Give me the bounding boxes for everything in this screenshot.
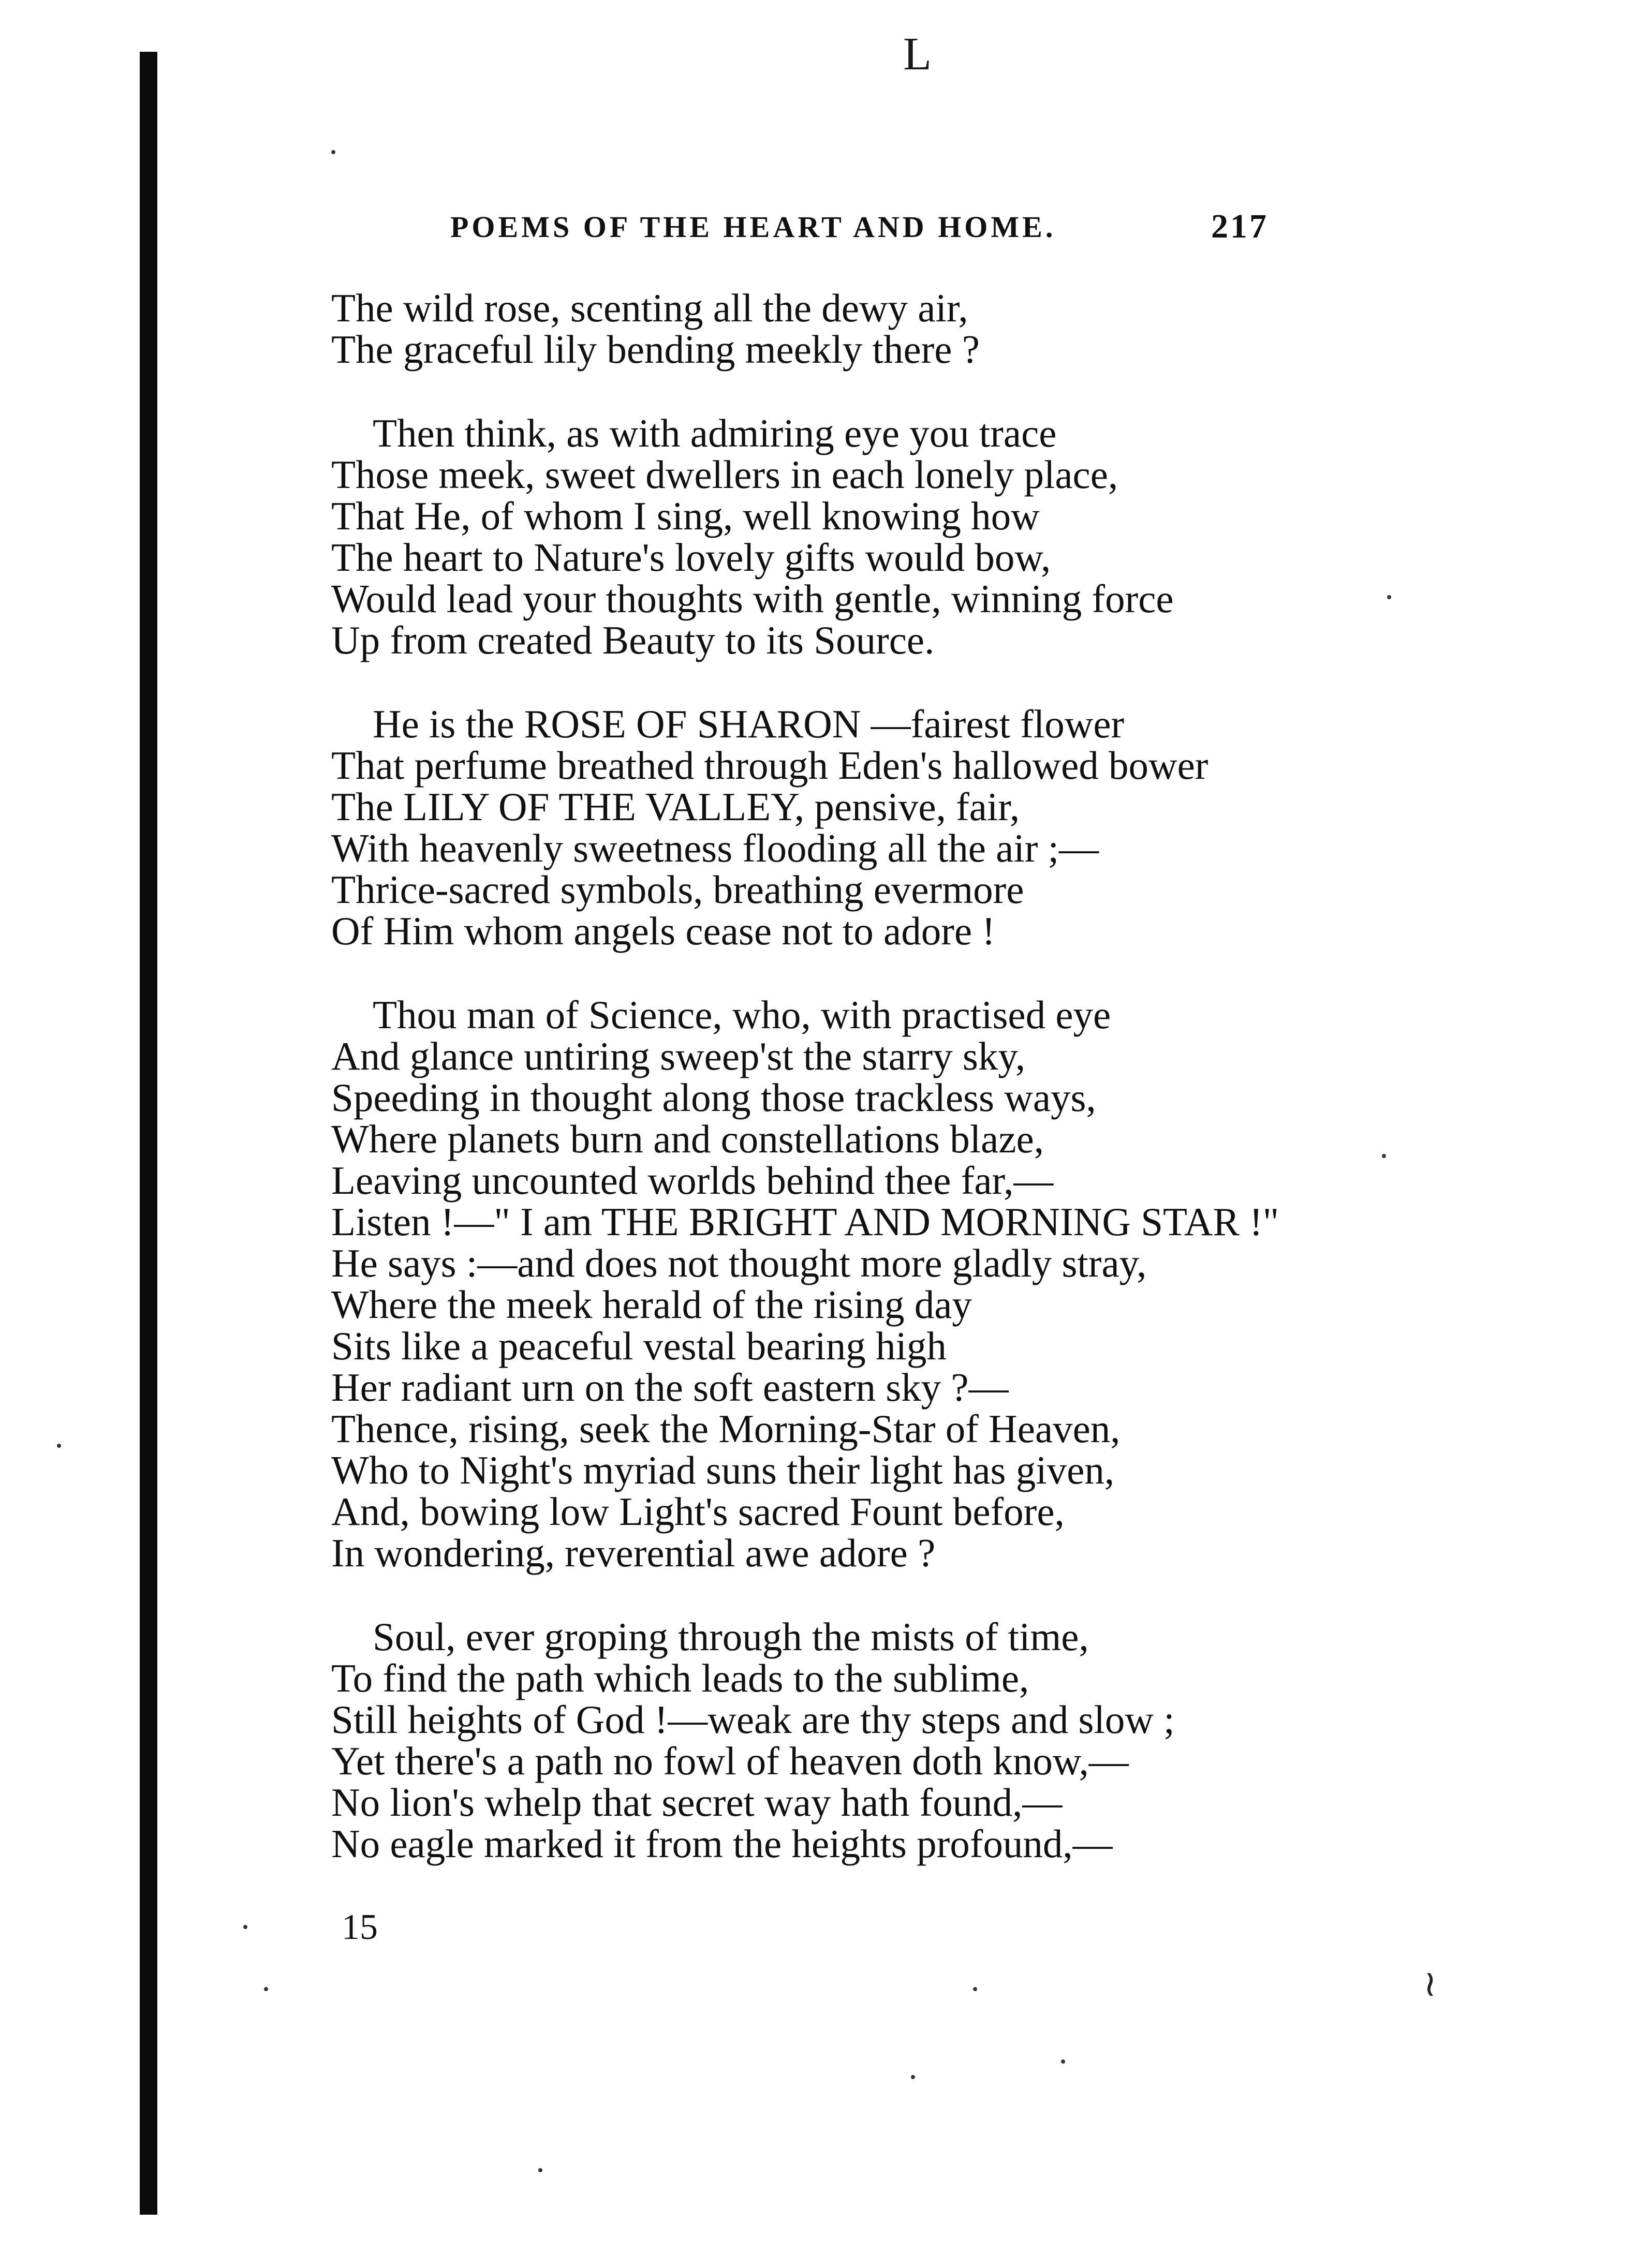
poem-line: He says :—and does not thought more gladly stray, xyxy=(331,1241,1147,1285)
scan-speck xyxy=(973,1987,977,1991)
poem-line: Listen !—" I am THE BRIGHT AND MORNING STAR !" xyxy=(331,1199,1279,1244)
poem-line: The heart to Nature's lovely gifts would bow, xyxy=(331,535,1051,580)
stanza xyxy=(331,287,1315,370)
binding-edge xyxy=(140,52,157,2215)
poem-line: Still heights of God !—weak are thy steps and slow ; xyxy=(331,1697,1175,1742)
poem-line: Of Him whom angels cease not to adore ! xyxy=(331,909,995,953)
poem-line: Who to Night's myriad suns their light has given, xyxy=(331,1448,1115,1492)
poem-line: Would lead your thoughts with gentle, winning force xyxy=(331,576,1174,621)
poem-line: The graceful lily bending meekly there ? xyxy=(331,327,980,372)
poem-line: The wild rose, scenting all the dewy air, xyxy=(331,286,968,330)
poem-line: Speeding in thought along those trackless ways, xyxy=(331,1075,1096,1120)
poem-line: Sits like a peaceful vestal bearing high xyxy=(331,1324,947,1368)
poem-line: Where planets burn and constellations blaze, xyxy=(331,1117,1044,1161)
scan-speck xyxy=(1061,2059,1065,2064)
poem-line: Leaving uncounted worlds behind thee far,— xyxy=(331,1158,1054,1203)
poem-line: He is the ROSE OF SHARON —fairest flower xyxy=(373,702,1125,746)
scan-speck xyxy=(1387,595,1391,599)
poem-line: Thrice-sacred symbols, breathing evermore xyxy=(331,867,1024,912)
poem-text xyxy=(331,287,1315,1907)
poem-line: No eagle marked it from the heights profound,— xyxy=(331,1821,1113,1866)
poem-line: Thou man of Science, who, with practised eye xyxy=(373,992,1111,1037)
poem-line: And glance untiring sweep'st the starry sky, xyxy=(331,1034,1026,1078)
poem-line: Thence, rising, seek the Morning-Star of Heaven, xyxy=(331,1406,1121,1451)
poem-line: Soul, ever groping through the mists of time, xyxy=(373,1614,1089,1659)
scan-speck xyxy=(264,1987,268,1991)
scan-speck xyxy=(538,2168,542,2172)
signature-mark: 15 xyxy=(342,1907,378,1947)
running-head: POEMS OF THE HEART AND HOME. xyxy=(450,210,1056,244)
poem-line: And, bowing low Light's sacred Fount before, xyxy=(331,1489,1065,1534)
header-mark: L xyxy=(903,28,932,80)
poem-line: Up from created Beauty to its Source. xyxy=(331,618,935,662)
poem-line: The LILY OF THE VALLEY, pensive, fair, xyxy=(331,784,1020,829)
scan-speck xyxy=(243,1925,247,1929)
stanza xyxy=(331,412,1315,661)
scan-speck xyxy=(57,1444,61,1448)
stray-mark: ≀ xyxy=(1423,1964,1437,2004)
poem-line: No lion's whelp that secret way hath found,— xyxy=(331,1780,1063,1825)
poem-line: That perfume breathed through Eden's hallowed bower xyxy=(331,743,1208,788)
poem-line: In wondering, reverential awe adore ? xyxy=(331,1531,936,1575)
page-number: 217 xyxy=(1211,207,1269,245)
poem-line: Those meek, sweet dwellers in each lonely place, xyxy=(331,452,1118,497)
poem-line: Then think, as with admiring eye you trace xyxy=(373,411,1057,455)
poem-line: Her radiant urn on the soft eastern sky ?— xyxy=(331,1365,1009,1410)
poem-line: That He, of whom I sing, well knowing how xyxy=(331,494,1040,538)
scan-speck xyxy=(1382,1154,1386,1158)
poem-line: To find the path which leads to the sublime, xyxy=(331,1656,1029,1700)
scan-speck xyxy=(331,150,335,154)
poem-line: With heavenly sweetness flooding all the air ;— xyxy=(331,826,1099,870)
scan-speck xyxy=(911,2075,915,2079)
stanza xyxy=(331,1616,1315,1864)
poem-line: Where the meek herald of the rising day xyxy=(331,1282,972,1327)
poem-line: Yet there's a path no fowl of heaven doth know,— xyxy=(331,1739,1129,1783)
stanza xyxy=(331,994,1315,1574)
stanza xyxy=(331,703,1315,952)
